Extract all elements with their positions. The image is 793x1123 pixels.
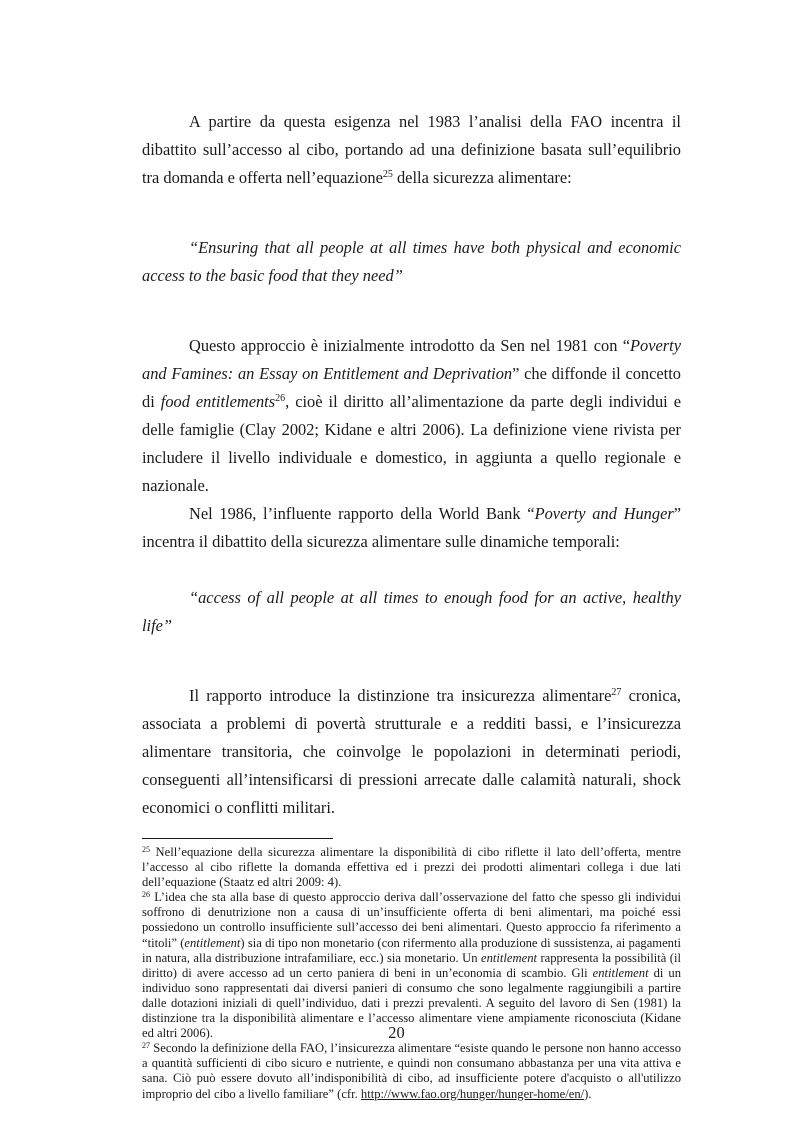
- paragraph-text: Nel 1986, l’influente rapporto della World Bank “: [189, 504, 535, 523]
- term-entitlement: entitlement: [481, 950, 537, 965]
- paragraph-text: Questo approccio è inizialmente introdotto da Sen nel 1981 con “: [189, 336, 631, 355]
- term-entitlement: entitlement: [592, 965, 649, 980]
- footnote-ref-27[interactable]: 27: [611, 687, 622, 698]
- term-entitlement: entitlement: [184, 935, 241, 950]
- paragraph-text: cronica, associata a problemi di povertà strutturale e a redditi bassi, e l’insicurezza alimentare transitoria, che coinvolge le popolazioni in determinati periodi, conseguenti all’intensificarsi di pressioni arrecate dalle calamità naturali, shock economici o conflitti militari.: [142, 686, 681, 817]
- fao-hunger-link[interactable]: http://www.fao.org/hunger/hunger-home/en/: [360, 1086, 585, 1101]
- paragraph-world-bank-1986: [142, 500, 681, 556]
- paragraph-fao-1983: [142, 108, 681, 192]
- quote-fao-definition: “Ensuring that all people at all times have both physical and economic access to the basic food that they need”: [142, 238, 681, 285]
- paragraph-sen-1981: [142, 332, 681, 500]
- quote-world-bank-definition: “access of all people at all times to enough food for an active, healthy life”: [142, 588, 681, 635]
- book-title: Poverty and Famines: an Essay on Entitlement and Deprivation: [142, 336, 681, 383]
- footnote-text: ).: [584, 1086, 592, 1101]
- footnote-text: Secondo la definizione della FAO, l’insicurezza alimentare “esiste quando le persone non hanno accesso a quantità sufficienti di cibo sicuro e nutriente, e quindi non consumano abbastanza per una vita attiva e sana. Ciò può essere dovuto all’indisponibilità di cibo, ad insufficiente potere d'acquisto o all'utilizzo improprio del cibo a livello familiare” (cfr.: [142, 1041, 681, 1101]
- footnote-text: ) sia di tipo non monetario (con rifermento alla produzione di sussistenza, ai pagamenti in natura, alla distribuzione intrafamiliare, ecc.) sia monetario. Un: [142, 935, 681, 965]
- footnote-ref-25[interactable]: 25: [382, 169, 393, 180]
- footnote-text: di un individuo sono rappresentati dai diversi panieri di consumo che sono legalmente raggiungibili a partire dalle dotazioni iniziali di quell’individuo, dati i prezzi prevalenti. A seguito del lavoro di Sen (1981) la distinzione tra la disponibilità alimentare e l’accesso alimentare viene ampiamente riconosciuta (Kidane ed altri 2006).: [142, 965, 682, 1041]
- report-title: Poverty and Hunger: [534, 504, 674, 523]
- footnote-number: 25: [142, 845, 150, 854]
- page-content: [142, 108, 681, 1102]
- paragraph-text: ” che diffonde il concetto di: [142, 364, 681, 411]
- paragraph-text: ” incentra il dibattito della sicurezza alimentare sulle dinamiche temporali:: [142, 504, 682, 551]
- footnote-text: Nell’equazione della sicurezza alimentare la disponibilità di cibo riflette il lato dell’offerta, mentre l’accesso al cibo riflette la domanda effettiva ed i prezzi dei prodotti alimentari collega i due lati dell’equazione (Staatz ed altri 2009: 4).: [142, 845, 681, 890]
- footnote-text: L’idea che sta alla base di questo approccio deriva dall’osservazione del fatto che spesso gli individui soffrono di denutrizione non a causa di un’insufficiente offerta di beni alimentari, ma poiché essi possiedono un controllo insufficiente sull’accesso dei beni alimentari. Questo approccio fa riferimento a “titoli” (: [142, 890, 681, 950]
- paragraph-food-insecurity: [142, 682, 681, 822]
- footnote-26: [142, 890, 681, 1041]
- footnote-ref-26[interactable]: 26: [275, 393, 286, 404]
- footnote-number: 27: [142, 1041, 150, 1051]
- footnote-text: rappresenta la possibilità (il diritto) di avere accesso ad un certo paniera di beni in un’economia di scambio. Gli: [142, 950, 681, 980]
- paragraph-text: della sicurezza alimentare:: [392, 168, 572, 187]
- footnote-25: [142, 845, 681, 890]
- paragraph-text: , cioè il diritto all’alimentazione da parte degli individui e delle famiglie (Clay 2002; Kidane e altri 2006). La definizione viene rivista per includere il livello individuale e domestico, in aggiunta a quello regionale e nazionale.: [142, 392, 681, 495]
- paragraph-text: Il rapporto introduce la distinzione tra insicurezza alimentare: [189, 686, 612, 705]
- paragraph-text: A partire da questa esigenza nel 1983 l’analisi della FAO incentra il dibattito sull’accesso al cibo, portando ad una definizione basata sull’equilibrio tra domanda e offerta nell’equazione: [142, 112, 681, 187]
- footnote-27: [142, 1041, 681, 1101]
- footnote-separator: [142, 838, 333, 839]
- page-number: 20: [388, 1023, 405, 1042]
- term-food-entitlements: food entitlements: [160, 392, 276, 411]
- footnote-number: 26: [142, 890, 150, 900]
